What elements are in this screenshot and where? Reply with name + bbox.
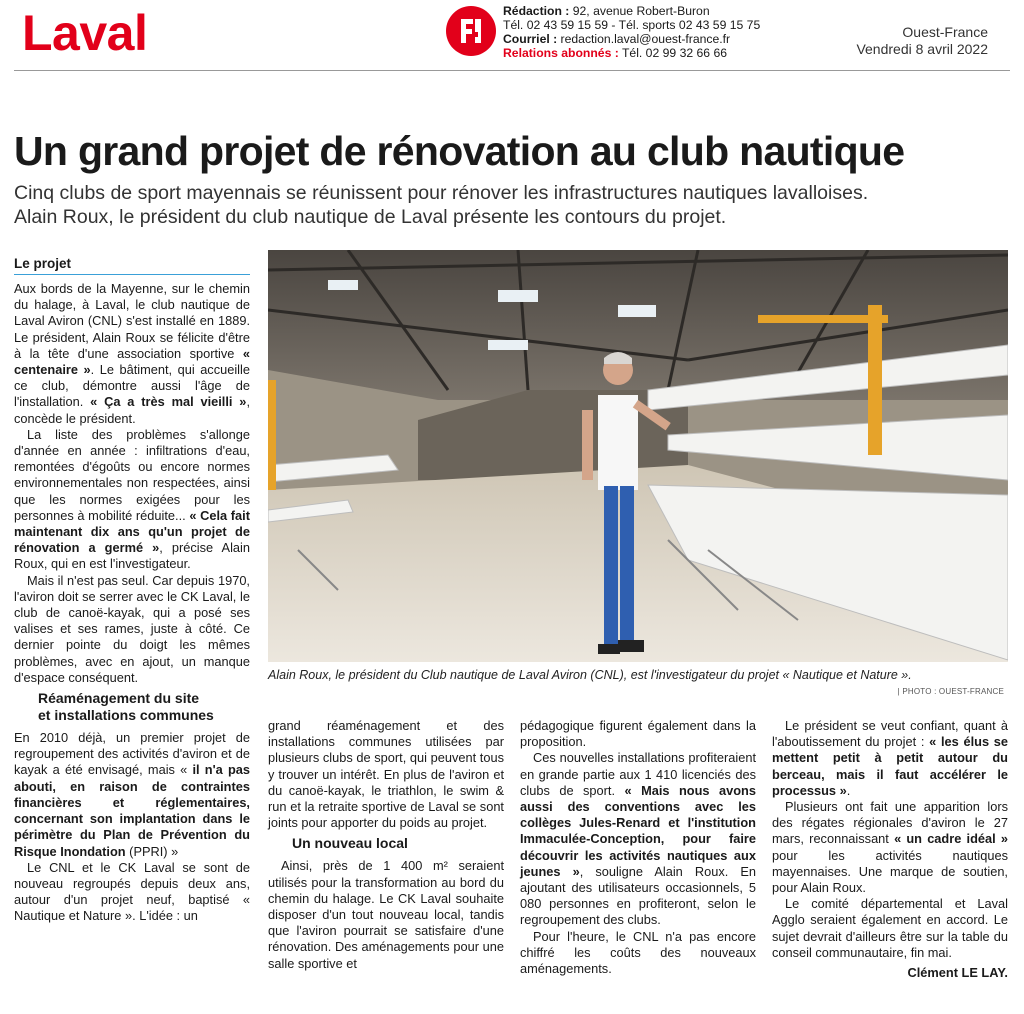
email-link[interactable]: redaction.laval@ouest-france.fr (557, 32, 731, 46)
subheading: Un nouveau local (292, 835, 408, 852)
paragraph: Le CNL et le CK Laval se sont de nouveau regroupés depuis deux ans, autour d'un projet neuf, baptisé « Nautique et Nature ». L'idée : un (14, 859, 250, 924)
article-column-1 (14, 256, 250, 925)
contact-block (503, 4, 760, 60)
paragraph: En 2010 déjà, un premier projet de regroupement des activités d'aviron et de kayak a été envisagé, mais « il n'a pas abouti, en raison de contraintes financières et réglementaires, concernant son implantation dans le périmètre du Plan de Prévention du Risque Inondation (PPRI) » (14, 730, 250, 859)
publication-info (856, 24, 988, 58)
contact-line-redaction: Rédaction : 92, avenue Robert-Buron (503, 4, 710, 18)
author-signature: Clément LE LAY. (907, 965, 1008, 981)
city-title: Laval (22, 5, 148, 61)
contact-line-phone: Tél. 02 43 59 15 59 - Tél. sports 02 43 59 15 75 (503, 18, 761, 32)
deck-line: Alain Roux, le président du club nautique de Laval présente les contours du projet. (14, 206, 727, 228)
deck-line: Cinq clubs de sport mayennais se réunissent pour rénover les infrastructures nautiques lavalloises. (14, 182, 869, 204)
paragraph: Le président se veut confiant, quant à l'aboutissement du projet : « les élus se mettent petit à petit autour du berceau, mais il faut accélérer le processus ». (772, 718, 1008, 798)
publication-date: Vendredi 8 avril 2022 (856, 41, 988, 57)
paragraph: pédagogique figurent également dans la proposition. (520, 718, 756, 750)
paragraph: Aux bords de la Mayenne, sur le chemin du halage, à Laval, le club nautique de Laval Aviron (CNL) s'est installé en 1889. Le président, Alain Roux se félicite d'être à la tête d'une association sportive « centenaire ». Le bâtiment, qui accueille ce club, démontre aussi l'âge de l'installation. « Ça a très mal vieilli », concède le président. (14, 281, 250, 426)
paragraph: Ainsi, près de 1 400 m² seraient utilisés pour la transformation au bord du chemin du halage. Le CK Laval souhaite disposer d'un tout nouveau local, tandis que l'aviron pourrait se satisfaire d'une rénovation. Des aménagements pour une salle sportive et (268, 858, 504, 971)
masthead-divider (14, 70, 1010, 71)
article-column-3 (520, 718, 756, 977)
paragraph: Pour l'heure, le CNL n'a pas encore chiffré les coûts des nouveaux aménagements. (520, 928, 756, 977)
article-headline: Un grand projet de rénovation au club nautique (14, 128, 905, 174)
paragraph: Mais il n'est pas seul. Car depuis 1970, l'aviron doit se serrer avec le CK Laval, le club de canoë-kayak, qui a posé ses valises et ses rames, juste à côté. Ce dernier pointe du doigt les mêmes problèmes, avec en ajout, un manque d'espace conséquent. (14, 572, 250, 685)
photo-caption: Alain Roux, le président du Club nautique de Laval Aviron (CNL), est l'investigateur du projet « Nautique et Nature ». (268, 668, 912, 682)
paragraph: grand réaménagement et des installations communes utilisées par plusieurs clubs de sport, qui peuvent tous y trouver un intérêt. En plus de l'aviron et du canoë-kayak, le triathlon, le swim & run et la retraite sportive de Laval se sont joints pour apporter du poids au projet. (268, 718, 504, 831)
section-kicker: Le projet (14, 256, 250, 275)
article-deck (14, 181, 1014, 229)
article-column-4 (772, 718, 1008, 981)
ouest-france-logo-icon (446, 6, 496, 56)
paragraph: Le comité départemental et Laval Agglo seraient également en accord. Le sujet devrait d'ailleurs être sur la table du conseil communautaire, fin mai. (772, 896, 1008, 960)
photo-credit: | PHOTO : OUEST-FRANCE (897, 687, 1004, 696)
subheading: Réaménagement du site et installations communes (38, 690, 214, 724)
publication-name: Ouest-France (902, 24, 988, 40)
article-column-2 (268, 718, 504, 972)
contact-line-subscribers: Relations abonnés : Tél. 02 99 32 66 66 (503, 46, 728, 60)
paragraph: Plusieurs ont fait une apparition lors des régates régionales d'aviron le 27 mars, reconnaissant « un cadre idéal » pour les activités nautiques mayennaises. Une marque de soutien, pour Alain Roux. (772, 799, 1009, 896)
paragraph: La liste des problèmes s'allonge d'année en année : infiltrations d'eau, remontées d'égoûts ou encore normes environnementales non respectées, ainsi que les normes exigées pour les personnes à mobilité réduite... « Cela fait maintenant dix ans qu'un projet de rénovation a germé », précise Alain Roux, qui en est l'investigateur. (14, 426, 250, 572)
paragraph: Ces nouvelles installations profiteraient en grande partie aux 1 410 licenciés des clubs de sport. « Mais nous avons aussi des conventions avec les collèges Jules-Renard et l'institution Immaculée-Conception, pour faire découvrir les activités nautiques aux jeunes », souligne Alain Roux. En ajoutant des utilisateurs occasionnels, 5 080 personnes en profiteront, selon le regroupement des clubs. (520, 750, 756, 928)
contact-line-email: Courriel : redaction.laval@ouest-france.fr (503, 32, 731, 46)
article-photo (268, 250, 1008, 662)
